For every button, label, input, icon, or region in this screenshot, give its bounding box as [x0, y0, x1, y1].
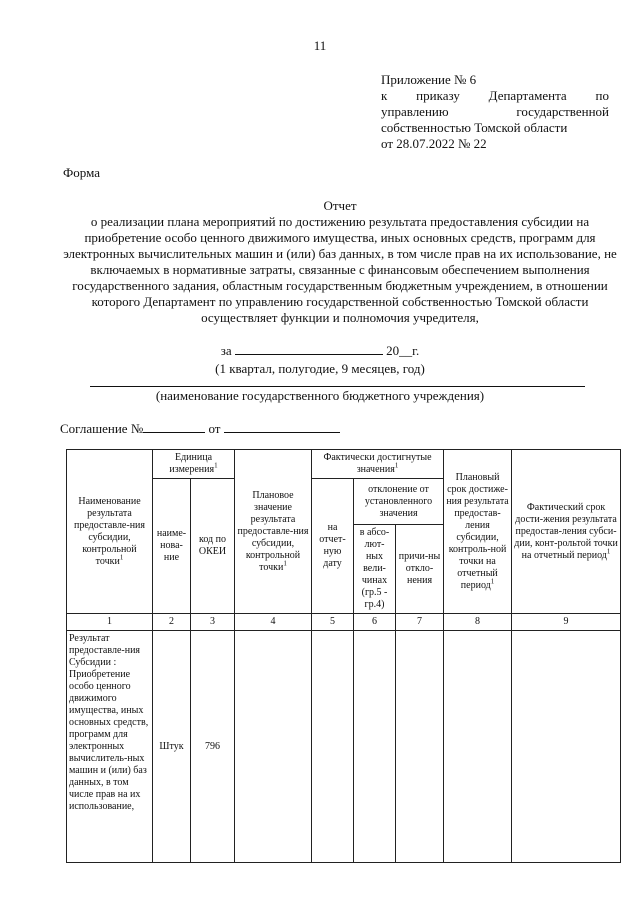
- header-cell: на отчет-ную дату: [312, 479, 354, 614]
- unit-code-cell: 796: [191, 631, 235, 863]
- empty-cell: [354, 631, 396, 863]
- empty-cell: [312, 631, 354, 863]
- result-name-cell: Результат предоставле-ния Субсидии : Приобретение особо ценного движимого имущества, иных основных средств, программ для электронных вычислитель-ных машин и (или) баз данных, в том числе прав на их использование,: [67, 631, 153, 863]
- header-cell: Единица измерения$^1$: [153, 450, 235, 479]
- column-number: 8: [444, 614, 512, 631]
- period-prefix: за: [220, 343, 232, 358]
- agreement-prefix: Соглашение №: [60, 421, 144, 436]
- header-cell: причи-ны откло-нения: [396, 525, 444, 614]
- report-table: [66, 449, 621, 863]
- empty-cell: [512, 631, 621, 863]
- appendix-line: к приказу Департамента по: [381, 88, 609, 103]
- column-number: 9: [512, 614, 621, 631]
- appendix-line: от 28.07.2022 № 22: [381, 136, 487, 151]
- appendix-line: собственностью Томской области: [381, 120, 568, 135]
- empty-cell: [235, 631, 312, 863]
- header-cell: наиме-нова-ние: [153, 479, 191, 614]
- header-cell: в абсо-лют-ных вели-чинах (гр.5 - гр.4): [354, 525, 396, 614]
- agreement-date-blank: [224, 420, 340, 433]
- column-number: 2: [153, 614, 191, 631]
- header-cell: Фактически достигнутые значения$^1$: [312, 450, 444, 479]
- appendix-line: Приложение № 6: [381, 72, 477, 87]
- period-year: 20__г.: [386, 343, 420, 358]
- column-number: 1: [67, 614, 153, 631]
- org-name-line: [90, 386, 585, 387]
- column-number: 3: [191, 614, 235, 631]
- unit-name-cell: Штук: [153, 631, 191, 863]
- period-hint: (1 квартал, полугодие, 9 месяцев, год): [215, 361, 425, 376]
- appendix-line: управлению государственной: [381, 104, 609, 119]
- form-label: Форма: [63, 165, 100, 180]
- empty-cell: [396, 631, 444, 863]
- report-title: Отчет: [323, 198, 357, 213]
- agreement-number-blank: [143, 420, 205, 433]
- report-title-block: [60, 198, 620, 326]
- page-number: 11: [313, 38, 327, 53]
- appendix-block: [381, 72, 609, 152]
- header-cell: Наименование результата предоставле-ния субсидии, контрольной точки$^1$: [67, 450, 153, 614]
- column-number: 6: [354, 614, 396, 631]
- column-number: 4: [235, 614, 312, 631]
- org-caption: (наименование государственного бюджетного учреждения): [155, 388, 485, 403]
- report-description: о реализации плана мероприятий по достижению результата предоставления субсидии на приобретение особо ценного движимого имущества, иных основных средств, программ для электронных вычислительных машин и (или) баз данных, в том числе прав на их использование, не включаемых в нормативные затраты, связанные с финансовым обеспечением выполнения государственного задания, областным государственным бюджетным учреждением, в отношении которого Департамент по управлению государственной собственностью Томской области осуществляет функции и полномочия учредителя,: [63, 214, 617, 325]
- agreement-from: от: [208, 421, 221, 436]
- period-block: [0, 342, 640, 378]
- table-row: [67, 631, 621, 863]
- agreement-line: [60, 420, 340, 437]
- empty-cell: [444, 631, 512, 863]
- column-number-row: [67, 614, 621, 631]
- header-cell: код по ОКЕИ: [191, 479, 235, 614]
- header-cell: Фактический срок дости-жения результата предостав-ления субси-дии, конт-рольтой точки на отчетный период$^1$: [512, 450, 621, 614]
- column-number: 5: [312, 614, 354, 631]
- header-cell: Плановое значение результата предоставле-ния субсидии, контрольной точки$^1$: [235, 450, 312, 614]
- header-cell: Плановый срок достиже-ния результата предостав-ления субсидии, контроль-ной точки на отчетный период$^1$: [444, 450, 512, 614]
- table-header-row: [67, 450, 621, 479]
- column-number: 7: [396, 614, 444, 631]
- header-cell: отклонение от установленного значения: [354, 479, 444, 525]
- period-blank-line: [235, 342, 383, 355]
